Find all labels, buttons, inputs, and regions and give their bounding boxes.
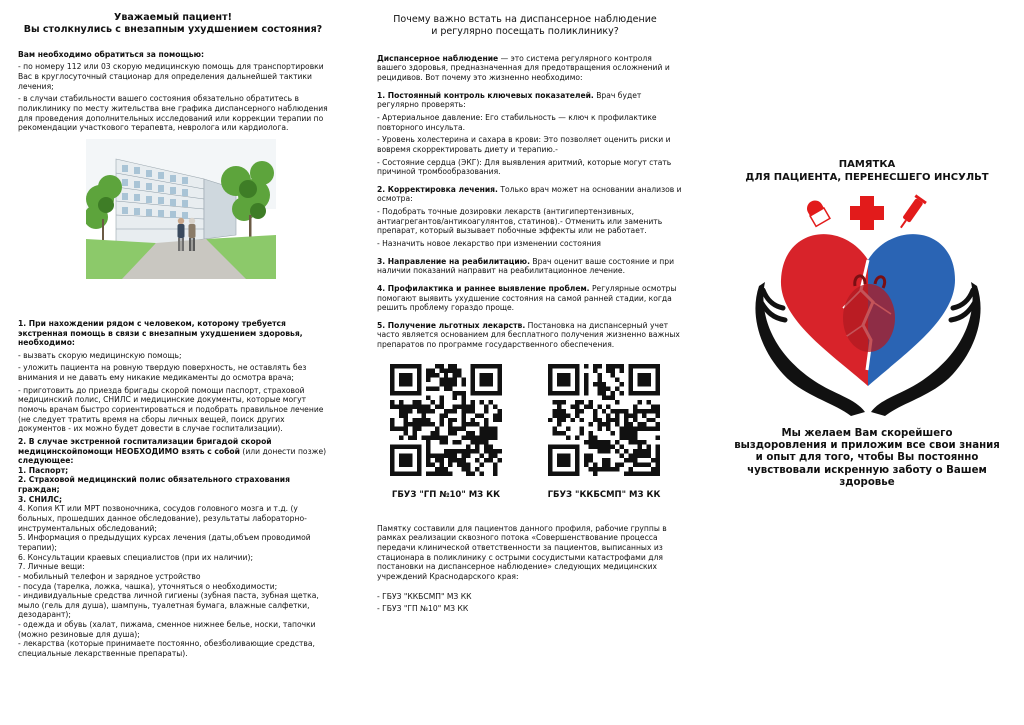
point-title: 3. Направление на реабилитацию. [377,256,530,266]
qr-block-gp10 [376,364,516,500]
left-heading [18,12,328,36]
intro-term: Диспансерное наблюдение [377,53,499,63]
point-sub: - Подобрать точные дозировки лекарств (антигипертензивных, антиагрегантов/антикоагулянтов, статинов).- Отменить или заменить препарат, который вызывает побочные эффекты или не работает. [377,207,663,236]
cover-panel [710,0,1024,725]
section1-item: - уложить пациента на ровную твердую поверхность, не оставлять без внимания и не давать ему никакие медикаменты до осмотра врача; [18,363,307,383]
point-sub: - Состояние сердца (ЭКГ): Для выявления аритмий, которые могут стать причиной тромбообразования. [377,157,672,177]
doc-item: - лекарства (которые принимаете постоянно, обезболивающие средства, специальные лекарственные препараты). [18,639,315,659]
cover-title-line: ПАМЯТКА [838,159,896,170]
doc-item: - одежда и обувь (халат, пижама, сменное нижнее белье, носки, тапочки (можно резиновые для душа); [18,620,316,639]
point-title: 2. Корректировка лечения. [377,184,498,194]
point-sub: - Назначить новое лекарство при изменении состояния [377,239,601,248]
doc-item-insurance: 2. Страховой медицинский полис обязательного страхования граждан; [18,475,290,495]
middle-heading-line: и регулярно посещать поликлинику? [431,25,619,37]
qr-caption-kkbsmp: ГБУЗ "ККБСМП" МЗ КК [547,489,661,500]
intro [367,54,683,83]
footer-note: Памятку составили для пациентов данного профиля, рабочие группы в рамках реализации сквозного потока «Совершенствование процесса передачи клинической ответственности за пациентов, выписанных из стационара в поликлинику с острыми сосудистыми катастрофами для постановки на диспансерное наблюдение» следующих медицинских учреждений Краснодарского края: [377,523,667,581]
section1-item: - приготовить до приезда бригады скорой помощи паспорт, страховой медицинский полис, СНИЛС и медицинские документы, которые могут помочь врачам быстро сориентироваться и подобрать правильное лечение (не следует тратить время на сборы личных вещей, поиск других документов - их можно будет довести в случае госпитализации). [18,385,324,434]
section2-title [18,437,328,466]
cover-title [710,158,1024,184]
doc-item: 7. Личные вещи: [18,562,85,572]
middle-heading [367,14,683,38]
qr-caption-gp10: ГБУЗ "ГП №10" МЗ КК [391,489,501,500]
point-text: Только врач может на основании анализов и осмотра: [377,184,682,204]
clinic-walk-illustration [86,139,276,279]
section1-title: 1. При нахождении рядом с человеком, которому требуется экстренная помощь в связи с внезапным ухудшением здоровья, необходимо: [18,318,303,348]
point-4 [367,284,683,313]
syringe-icon [896,194,927,231]
middle-heading-line: Почему важно встать на диспансерное наблюдение [393,14,657,25]
intro-text: — это система регулярного контроля вашего здоровья, предназначенная для предотвращения осложнений и рецидивов. Вот почему это жизненно необходимо: [377,53,670,83]
section1-item: - вызвать скорую медицинскую помощь; [18,350,182,360]
qr-row [367,364,683,500]
pill-icon [804,198,830,227]
doc-item: - индивидуальные средства личной гигиены (зубная паста, зубная щетка, мыло (гель для душа), шампунь, туалетная бумага, влажные салфетки, дезодарант); [18,591,319,620]
section2-title-note: (или донести позже) [239,446,327,456]
point-sub: - Уровень холестерина и сахара в крови: Это позволяет оценить риски и вовремя скорректировать диету и терапию.- [377,135,671,154]
point-sub: - Артериальное давление: Его стабильность — ключ к профилактике повторного инсульта. [377,112,657,132]
greeting: Уважаемый пациент! [114,12,232,23]
point-5 [367,321,683,350]
left-panel [0,0,340,725]
section2-title-bold: 2. В случае экстренной госпитализации бригадой скорой медицинскойпомощи НЕОБХОДИМО взять с собой [18,436,272,456]
point-text: Врач будет регулярно проверять: [377,90,642,110]
heart-hands-illustration [743,190,993,420]
footer-org: - ГБУЗ "ГП №10" МЗ КК [377,604,469,614]
doc-item: - посуда (тарелка, ложка, чашка), уточняться о необходимости; [18,581,278,591]
point-title: 4. Профилактика и раннее выявление проблем. [377,283,590,293]
question: Вы столкнулись с внезапным ухудшением состояния? [23,23,323,35]
doc-item: 4. Копия КТ или МРТ позвоночника, сосудов головного мозга и т.д. (у больных, прошедших данное обследование), результаты лабораторно-инструментальных обследований; [18,504,307,533]
qr-code-kkbsmp-icon[interactable] [548,364,660,476]
point-3 [367,257,683,276]
point-title: 1. Постоянный контроль ключевых показателей. [377,90,594,100]
point-title: 5. Получение льготных лекарств. [377,320,526,330]
help-title: Вам необходимо обратиться за помощью: [18,49,205,59]
middle-panel [355,0,695,725]
doc-item: 5. Информация о предыдущих курсах лечения (даты,объем проводимой терапии); [18,533,311,552]
help-item-ambulance: - по номеру 112 или 03 скорую медицинскую помощь для транспортировки Вас в круглосуточный стационар для определения дальнейшей тактики лечения; [18,62,324,91]
section2-title-tail: следующее: [18,456,74,466]
cover-title-line: ДЛЯ ПАЦИЕНТА, ПЕРЕНЕСШЕГО ИНСУЛЬТ [745,172,989,183]
help-item-clinic: - в случаи стабильности вашего состояния обязательно обратитесь в поликлинику по месту жительства вне графика диспансерного наблюдения для проведения дополнительных исследований или коррекции терапии по рекомендации участкового терапевта, невролога или кардиолога. [18,94,328,133]
footer-org: - ГБУЗ "ККБСМП" МЗ КК [377,591,472,601]
point-text: Регулярные осмотры помогают выявить ухудшение состояния на самой ранней стадии, когда решить проблему гораздо проще. [377,283,677,313]
cover-wish: Мы желаем Вам скорейшего выздоровления и приложим все свои знания и опыт для того, чтобы Вы постоянно чувствовали искренную заботу о Вашем здоровье [734,428,1000,488]
doc-item-snils: 3. СНИЛС; [18,494,63,504]
qr-block-kkbsmp [534,364,674,500]
doc-item: 6. Консультации краевых специалистов (при их наличии); [18,552,254,562]
doc-item: - мобильный телефон и зарядное устройство [18,571,201,581]
point-2 [367,185,683,204]
point-1 [367,91,683,110]
doc-item-passport: 1. Паспорт; [18,465,69,475]
point-text: Постановка на диспансерный учет часто является основанием для бесплатного получения жизненно важных препаратов по программе государственного обеспечения. [377,320,680,350]
qr-code-gp10-icon[interactable] [390,364,502,476]
point-text: Врач оценит ваше состояние и при наличии показаний направит на реабилитационное лечение. [377,256,675,276]
